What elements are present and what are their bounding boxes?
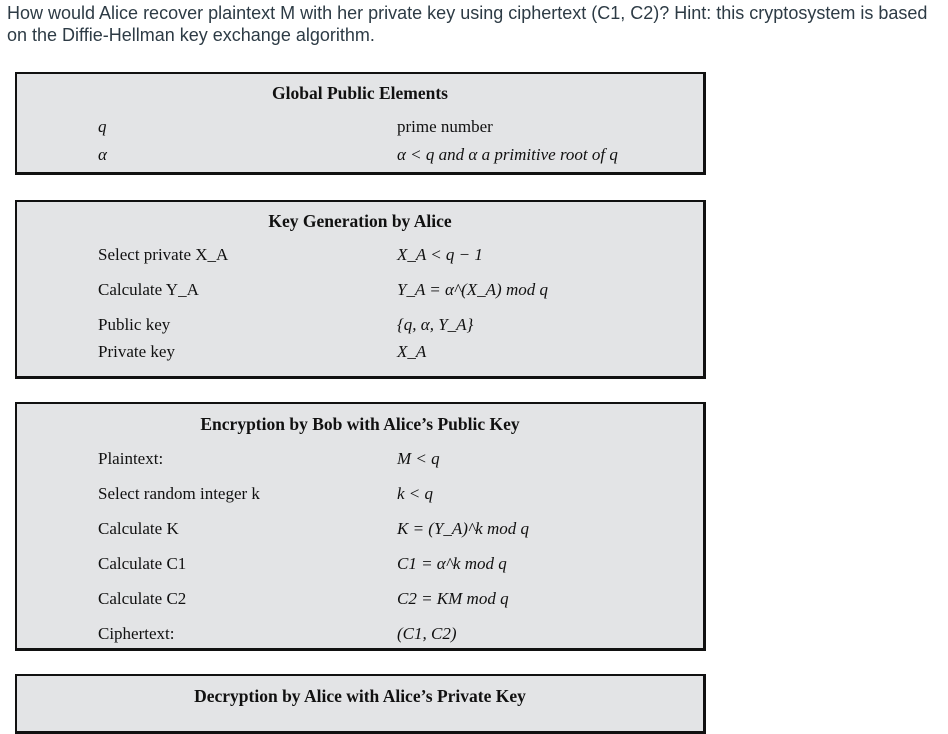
row-value: α < q and α a primitive root of q xyxy=(397,145,618,164)
row-value: C1 = α^k mod q xyxy=(397,554,507,573)
box-title: Key Generation by Alice xyxy=(268,211,452,231)
row-label: Select private X_A xyxy=(98,245,229,264)
row-label: Calculate K xyxy=(98,519,179,538)
table-row xyxy=(17,245,703,269)
encryption-box xyxy=(15,402,706,651)
row-value: Y_A = α^(X_A) mod q xyxy=(397,280,548,299)
row-value: M < q xyxy=(397,449,440,468)
table-row xyxy=(17,624,703,648)
row-label: α xyxy=(98,145,107,164)
row-label: Calculate C1 xyxy=(98,554,187,573)
row-label: Private key xyxy=(98,342,175,361)
row-value: (C1, C2) xyxy=(397,624,457,643)
row-label: q xyxy=(98,117,107,136)
row-value: C2 = KM mod q xyxy=(397,589,509,608)
row-value: {q, α, Y_A} xyxy=(397,315,474,334)
row-value: X_A < q − 1 xyxy=(397,245,483,264)
decryption-box xyxy=(15,674,706,734)
row-label: Select random integer k xyxy=(98,484,260,503)
table-row xyxy=(17,554,703,578)
row-label: Calculate C2 xyxy=(98,589,187,608)
table-row xyxy=(17,484,703,508)
table-row xyxy=(17,519,703,543)
row-label: Ciphertext: xyxy=(98,624,175,643)
row-label: Public key xyxy=(98,315,171,334)
box-title: Decryption by Alice with Alice’s Private Key xyxy=(194,686,526,706)
table-row xyxy=(17,280,703,304)
row-value: X_A xyxy=(397,342,427,361)
table-row xyxy=(17,145,703,169)
row-label: Calculate Y_A xyxy=(98,280,199,299)
table-row xyxy=(17,449,703,473)
table-row xyxy=(17,117,703,141)
table-row xyxy=(17,589,703,613)
global-public-elements-box xyxy=(15,72,706,175)
table-row xyxy=(17,342,703,366)
question-text: How would Alice recover plaintext M with her private key using ciphertext (C1, C2)? Hint: this cryptosystem is based on the Diffie-Hellman key exchange algorithm. xyxy=(7,3,928,45)
row-value: prime number xyxy=(397,117,493,136)
box-title: Global Public Elements xyxy=(272,83,448,103)
box-title: Encryption by Bob with Alice’s Public Key xyxy=(200,414,520,434)
key-generation-box xyxy=(15,200,706,379)
row-label: Plaintext: xyxy=(98,449,164,468)
table-row xyxy=(17,315,703,339)
row-value: K = (Y_A)^k mod q xyxy=(397,519,529,538)
row-value: k < q xyxy=(397,484,434,503)
